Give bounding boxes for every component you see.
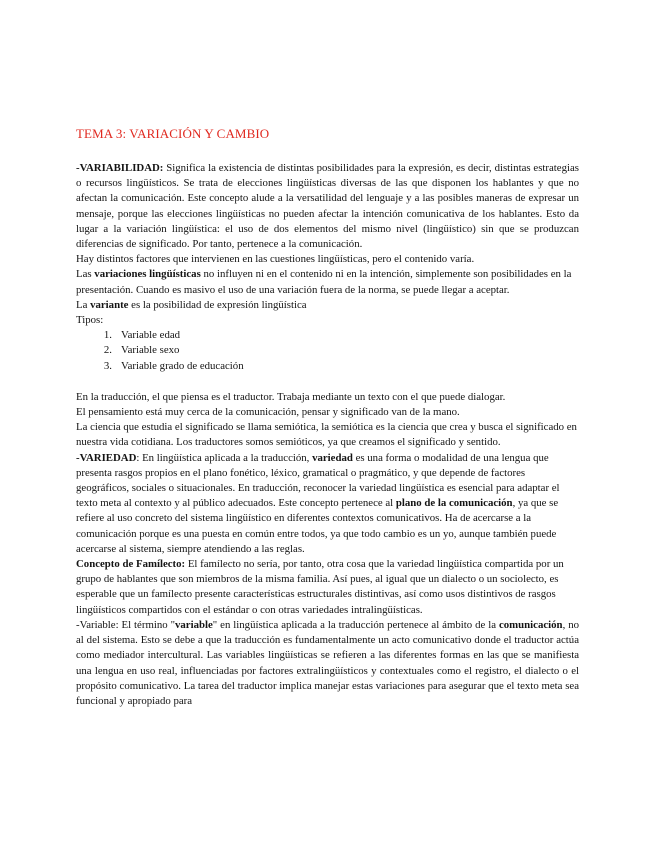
list-item [76,328,579,343]
paragraph-variable [76,618,579,709]
term-variedad-heading: -VARIEDAD [76,451,137,464]
term-comunicacion: comunicación [498,618,563,631]
paragraph-text: es la posibilidad de expresión lingüística [128,298,307,311]
paragraph-variabilidad [76,161,579,252]
page-title: TEMA 3: VARIACIÓN Y CAMBIO [76,126,270,141]
paragraph-text: , ya que se refiere al uso concreto del sistema lingüístico en diferentes contextos comunicativos. Ha de acercarse a la comunicación porque es una puesta en común entre todos, ya que todo cambio es un yo, aunque también puede acercarse al sistema, siempre atendiendo a las reglas. [76,497,559,555]
paragraph-text: no influyen ni en el contenido ni en la intención, simplemente son posibilidades en la presentación. Cuando es masivo el uso de una variación fuera de la norma, se puede llegar a aceptar. [76,268,572,296]
paragraph-text: : En lingüística aplicada a la traducción, [136,451,313,464]
paragraph-familecto [76,557,579,618]
paragraph-text: El famílecto no sería, por tanto, otra cosa que la variedad lingüística compartida por un grupo de hablantes que son miembros de la misma familia. Así pues, al igual que un dialecto o un sociolecto, es esperable que un famílecto presente características estructurales distintivas, así como usos distintivos de rasgos lingüísticos compartidos con el estándar o con otras variedades intralingüísticas. [76,558,564,616]
list-item [76,359,579,374]
term-plano-comunicacion: plano de la comunicación [395,497,513,510]
paragraph-semiotica: La ciencia que estudia el significado se llama semiótica, la semiótica es la ciencia que crea y busca el significado en nuestra vida cotidiana. Los traductores somos semióticos, ya que creamos el significado y sentido. [76,421,577,449]
list-text: Variable sexo [121,344,180,357]
paragraph-factores: Hay distintos factores que intervienen en las cuestiones lingüísticas, pero el contenido varía. [76,253,475,266]
list-item [76,343,579,358]
term-variabilidad: -VARIABILIDAD: [76,162,164,174]
list-number: 1. [103,329,112,342]
list-text: Variable edad [121,329,181,342]
paragraph-text: Significa la existencia de distintas posibilidades para la expresión, es decir, distintas estrategias o recursos lingüísticos. Se trata de elecciones lingüísticas diversas de las que disponen los hablantes y que no afectan la comunicación. Este concepto alude a la versatilidad del lenguaje y a las posibles maneras de expresar un mensaje, porque las elecciones lingüísticas no pueden afectar la intención comunicativa de los hablantes. Esto da lugar a la variación lingüística: el uso de dos elementos del mismo nivel (lingüístico) sin que se produzcan diferencias de significado. Por tanto, pertenece a la comunicación. [76,162,579,251]
paragraph-variedad [76,451,579,557]
term-variaciones: variaciones lingüísticas [94,268,201,281]
tipos-list [76,328,579,374]
paragraph-text: , no al del sistema. Esto se debe a que la traducción es fundamentalmente un acto comunicativo donde el traductor actúa como mediador intercultural. Las variables lingüísticas se refieren a las diferentes formas en las que se manifiesta una lengua en uso real, influenciadas por factores extralingüísticos y contextuales como el registro, el dialecto o el propósito comunicativo. La tarea del traductor implica manejar estas variaciones para asegurar que el texto meta sea funcional y apropiado para [76,618,580,707]
paragraph-traduccion: En la traducción, el que piensa es el traductor. Trabaja mediante un texto con el que puede dialogar. [76,390,506,403]
document-body [76,161,579,709]
paragraph-variante [76,298,579,313]
paragraph-text: -Variable: El término " [76,618,175,631]
paragraph-text: La [76,298,91,311]
spacer [76,374,579,390]
list-text: Variable grado de educación [121,359,244,372]
paragraph-variaciones [76,267,579,297]
list-number: 3. [103,359,112,372]
term-variable: variable [175,618,213,631]
paragraph-pensamiento: El pensamiento está muy cerca de la comunicación, pensar y significado van de la mano. [76,406,460,419]
term-variante: variante [90,298,129,311]
term-familecto: Concepto de Famílecto: [76,558,186,571]
paragraph-text: es una forma o modalidad de una lengua que presenta rasgos propios en el plano fonético, léxico, gramatical o pragmático, y que depende de factores geográficos, sociales o situacionales. En traducción, reconocer la variedad lingüística es esencial para adaptar el texto meta al contexto y al público adecuados. Este concepto pertenece al [76,451,560,510]
paragraph-text: " en lingüística aplicada a la traducción pertenece al ámbito de la [212,618,499,631]
paragraph-tipos: Tipos: [76,314,104,327]
paragraph-text: Las [76,268,95,281]
list-number: 2. [103,344,112,357]
term-variedad: variedad [312,451,353,464]
